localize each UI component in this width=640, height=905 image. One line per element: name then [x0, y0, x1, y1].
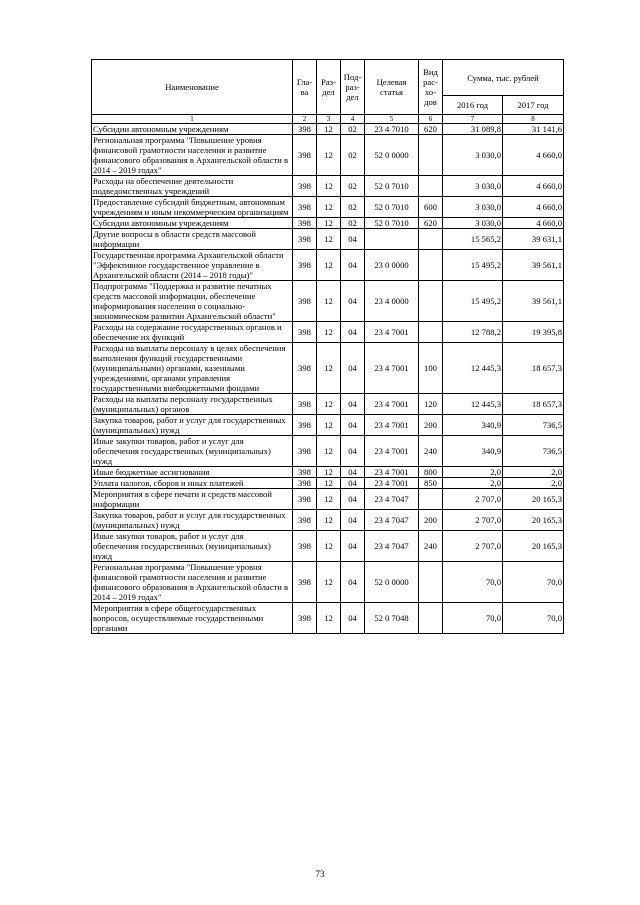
cell-razdel: 12 — [317, 489, 341, 510]
cell-sum-2017: 4 660,0 — [503, 135, 564, 176]
cell-podrazdel: 02 — [341, 218, 365, 229]
cell-sum-2016: 15 565,2 — [443, 229, 503, 250]
cell-razdel: 12 — [317, 197, 341, 218]
cell-target-article: 23 4 0000 — [365, 281, 419, 322]
header-vid: Вид рас-хо-дов — [419, 60, 443, 115]
cell-sum-2016: 15 495,2 — [443, 250, 503, 281]
cell-target-article: 23 4 7001 — [365, 436, 419, 467]
cell-razdel: 12 — [317, 531, 341, 562]
cell-glava: 398 — [293, 394, 317, 415]
table-row — [92, 489, 564, 510]
cell-sum-2016: 12 788,2 — [443, 322, 503, 343]
cell-razdel: 12 — [317, 510, 341, 531]
cell-target-article: 23 4 7001 — [365, 467, 419, 478]
cell-glava: 398 — [293, 510, 317, 531]
cell-target-article: 23 4 7047 — [365, 531, 419, 562]
cell-name: Региональная программа "Повышение уровня финансовой грамотности населения и развитие финансового образования в Архангельской области в 2014 – 2019 годах" — [92, 562, 293, 603]
table-row — [92, 135, 564, 176]
cell-name: Предоставление субсидий бюджетным, автономным учреждениям и иным некоммерческим организациям — [92, 197, 293, 218]
cell-glava: 398 — [293, 218, 317, 229]
cell-sum-2017: 20 165,3 — [503, 489, 564, 510]
cell-sum-2016: 3 030,0 — [443, 176, 503, 197]
cell-razdel: 12 — [317, 415, 341, 436]
cell-target-article: 23 4 7001 — [365, 322, 419, 343]
table-row — [92, 124, 564, 135]
cell-podrazdel: 04 — [341, 250, 365, 281]
page-number: 73 — [315, 869, 325, 879]
table-row — [92, 603, 564, 634]
cell-podrazdel: 04 — [341, 531, 365, 562]
cell-sum-2016: 70,0 — [443, 603, 503, 634]
table-row — [92, 467, 564, 478]
cell-glava: 398 — [293, 124, 317, 135]
cell-name: Мероприятия в сфере общегосударственных вопросов, осуществляемые государственными органами — [92, 603, 293, 634]
cell-razdel: 12 — [317, 281, 341, 322]
cell-name: Расходы на выплаты персоналу в целях обеспечения выполнения функций государственными (муниципальными) органами, казенными учреждениями, органами управления государственными внебюджетными фондами — [92, 343, 293, 394]
cell-podrazdel: 04 — [341, 281, 365, 322]
cell-expense-type: 620 — [419, 218, 443, 229]
cell-glava: 398 — [293, 281, 317, 322]
table-row — [92, 394, 564, 415]
cell-sum-2017: 736,5 — [503, 436, 564, 467]
cell-sum-2016: 2,0 — [443, 467, 503, 478]
cell-expense-type: 120 — [419, 394, 443, 415]
cell-expense-type — [419, 176, 443, 197]
cell-sum-2016: 340,9 — [443, 415, 503, 436]
cell-razdel: 12 — [317, 124, 341, 135]
cell-name: Региональная программа "Повышение уровня финансовой грамотности населения и развитие финансового образования в Архангельской области в 2014 – 2019 годах" — [92, 135, 293, 176]
cell-razdel: 12 — [317, 343, 341, 394]
cell-razdel: 12 — [317, 394, 341, 415]
cell-glava: 398 — [293, 322, 317, 343]
cell-razdel: 12 — [317, 135, 341, 176]
table-row — [92, 281, 564, 322]
cell-sum-2016: 2 707,0 — [443, 489, 503, 510]
cell-expense-type: 800 — [419, 467, 443, 478]
cell-glava: 398 — [293, 415, 317, 436]
table-row — [92, 531, 564, 562]
cell-podrazdel: 02 — [341, 135, 365, 176]
cell-sum-2016: 3 030,0 — [443, 135, 503, 176]
table-row — [92, 322, 564, 343]
table-row — [92, 436, 564, 467]
cell-name: Уплата налогов, сборов и иных платежей — [92, 478, 293, 489]
cell-glava: 398 — [293, 176, 317, 197]
cell-podrazdel: 04 — [341, 603, 365, 634]
cell-glava: 398 — [293, 135, 317, 176]
cell-target-article: 52 0 7010 — [365, 218, 419, 229]
cell-sum-2016: 12 445,3 — [443, 394, 503, 415]
header-podrazdel: Под-раз-дел — [341, 60, 365, 115]
header-year-2016: 2016 год — [443, 96, 503, 115]
cell-expense-type — [419, 229, 443, 250]
cell-sum-2017: 20 165,3 — [503, 531, 564, 562]
cell-expense-type — [419, 250, 443, 281]
cell-name: Иные бюджетные ассигнования — [92, 467, 293, 478]
cell-sum-2017: 2,0 — [503, 467, 564, 478]
table-row — [92, 176, 564, 197]
cell-name: Субсидии автономным учреждениям — [92, 218, 293, 229]
cell-glava: 398 — [293, 531, 317, 562]
cell-razdel: 12 — [317, 603, 341, 634]
cell-razdel: 12 — [317, 229, 341, 250]
column-number: 5 — [365, 115, 419, 124]
cell-sum-2017: 4 660,0 — [503, 197, 564, 218]
cell-podrazdel: 04 — [341, 322, 365, 343]
cell-sum-2016: 12 445,3 — [443, 343, 503, 394]
cell-name: Подпрограмма "Поддержка и развитие печатных средств массовой информации, обеспечение информирования населения о социально-экономическом развитии Архангельской области" — [92, 281, 293, 322]
table-row — [92, 229, 564, 250]
table-row — [92, 197, 564, 218]
table-row — [92, 343, 564, 394]
cell-sum-2016: 3 030,0 — [443, 197, 503, 218]
cell-sum-2017: 70,0 — [503, 603, 564, 634]
header-name: Наименование — [92, 60, 293, 115]
cell-expense-type — [419, 135, 443, 176]
cell-sum-2017: 39 631,1 — [503, 229, 564, 250]
cell-name: Расходы на обеспечение деятельности подведомственных учреждений — [92, 176, 293, 197]
cell-razdel: 12 — [317, 250, 341, 281]
cell-razdel: 12 — [317, 562, 341, 603]
header-summa: Сумма, тыс. рублей — [443, 60, 564, 96]
cell-expense-type: 240 — [419, 436, 443, 467]
column-number: 1 — [92, 115, 293, 124]
cell-podrazdel: 04 — [341, 510, 365, 531]
cell-name: Иные закупки товаров, работ и услуг для обеспечения государственных (муниципальных) нужд — [92, 436, 293, 467]
table-row — [92, 250, 564, 281]
cell-target-article: 52 0 0000 — [365, 562, 419, 603]
cell-podrazdel: 04 — [341, 229, 365, 250]
cell-razdel: 12 — [317, 467, 341, 478]
cell-podrazdel: 04 — [341, 467, 365, 478]
cell-podrazdel: 04 — [341, 489, 365, 510]
cell-name: Расходы на содержание государственных органов и обеспечение их функций — [92, 322, 293, 343]
cell-expense-type — [419, 603, 443, 634]
cell-podrazdel: 02 — [341, 197, 365, 218]
cell-expense-type: 600 — [419, 197, 443, 218]
table-row — [92, 478, 564, 489]
cell-podrazdel: 04 — [341, 478, 365, 489]
cell-sum-2016: 15 495,2 — [443, 281, 503, 322]
cell-sum-2016: 3 030,0 — [443, 218, 503, 229]
cell-expense-type: 620 — [419, 124, 443, 135]
cell-expense-type — [419, 562, 443, 603]
cell-target-article: 23 4 7047 — [365, 489, 419, 510]
column-number: 8 — [503, 115, 564, 124]
cell-razdel: 12 — [317, 322, 341, 343]
cell-podrazdel: 04 — [341, 436, 365, 467]
cell-sum-2016: 2 707,0 — [443, 531, 503, 562]
cell-glava: 398 — [293, 603, 317, 634]
column-number: 4 — [341, 115, 365, 124]
cell-sum-2016: 340,9 — [443, 436, 503, 467]
cell-expense-type — [419, 489, 443, 510]
cell-podrazdel: 04 — [341, 562, 365, 603]
cell-name: Иные закупки товаров, работ и услуг для обеспечения государственных (муниципальных) нужд — [92, 531, 293, 562]
cell-name: Закупка товаров, работ и услуг для государственных (муниципальных) нужд — [92, 415, 293, 436]
cell-podrazdel: 02 — [341, 176, 365, 197]
cell-sum-2017: 39 561,1 — [503, 281, 564, 322]
header-statya: Целевая статья — [365, 60, 419, 115]
cell-glava: 398 — [293, 229, 317, 250]
cell-sum-2016: 2,0 — [443, 478, 503, 489]
cell-podrazdel: 04 — [341, 415, 365, 436]
cell-podrazdel: 04 — [341, 343, 365, 394]
cell-sum-2017: 18 657,3 — [503, 343, 564, 394]
cell-name: Закупка товаров, работ и услуг для государственных (муниципальных) нужд — [92, 510, 293, 531]
budget-table — [91, 59, 564, 634]
cell-sum-2017: 39 561,1 — [503, 250, 564, 281]
cell-razdel: 12 — [317, 218, 341, 229]
table-row — [92, 510, 564, 531]
cell-glava: 398 — [293, 343, 317, 394]
column-number-row — [92, 115, 564, 124]
cell-target-article: 23 4 7001 — [365, 343, 419, 394]
cell-expense-type: 200 — [419, 510, 443, 531]
cell-target-article: 23 4 7001 — [365, 478, 419, 489]
cell-sum-2017: 2,0 — [503, 478, 564, 489]
cell-sum-2016: 31 089,8 — [443, 124, 503, 135]
column-number: 6 — [419, 115, 443, 124]
cell-razdel: 12 — [317, 436, 341, 467]
header-razdel: Раз-дел — [317, 60, 341, 115]
cell-glava: 398 — [293, 250, 317, 281]
cell-expense-type: 200 — [419, 415, 443, 436]
header-glava: Гла-ва — [293, 60, 317, 115]
cell-name: Государственная программа Архангельской области "Эффективное государственное управление в Архангельской области (2014 – 2018 годы)" — [92, 250, 293, 281]
cell-target-article: 52 0 7048 — [365, 603, 419, 634]
cell-expense-type — [419, 281, 443, 322]
cell-glava: 398 — [293, 467, 317, 478]
cell-glava: 398 — [293, 562, 317, 603]
cell-expense-type: 240 — [419, 531, 443, 562]
header-row — [92, 60, 564, 96]
table-row — [92, 415, 564, 436]
cell-sum-2017: 19 395,8 — [503, 322, 564, 343]
cell-name: Мероприятия в сфере печати и средств массовой информации — [92, 489, 293, 510]
cell-podrazdel: 04 — [341, 394, 365, 415]
cell-sum-2017: 31 141,6 — [503, 124, 564, 135]
cell-sum-2017: 70,0 — [503, 562, 564, 603]
cell-sum-2017: 20 165,3 — [503, 510, 564, 531]
cell-glava: 398 — [293, 489, 317, 510]
cell-name: Другие вопросы в области средств массовой информации — [92, 229, 293, 250]
column-number: 2 — [293, 115, 317, 124]
cell-target-article: 52 0 0000 — [365, 135, 419, 176]
column-number: 3 — [317, 115, 341, 124]
cell-podrazdel: 02 — [341, 124, 365, 135]
cell-target-article: 52 0 7010 — [365, 197, 419, 218]
cell-sum-2017: 4 660,0 — [503, 176, 564, 197]
table-row — [92, 218, 564, 229]
cell-sum-2017: 4 660,0 — [503, 218, 564, 229]
cell-target-article: 23 4 7047 — [365, 510, 419, 531]
cell-sum-2017: 736,5 — [503, 415, 564, 436]
cell-target-article: 23 4 7001 — [365, 415, 419, 436]
column-number: 7 — [443, 115, 503, 124]
table-body — [92, 124, 564, 634]
cell-expense-type — [419, 322, 443, 343]
cell-target-article: 23 4 7010 — [365, 124, 419, 135]
cell-expense-type: 100 — [419, 343, 443, 394]
cell-name: Субсидии автономным учреждениям — [92, 124, 293, 135]
cell-target-article: 23 0 0000 — [365, 250, 419, 281]
cell-sum-2016: 70,0 — [443, 562, 503, 603]
cell-razdel: 12 — [317, 478, 341, 489]
header-year-2017: 2017 год — [503, 96, 564, 115]
cell-glava: 398 — [293, 197, 317, 218]
table-row — [92, 562, 564, 603]
cell-glava: 398 — [293, 478, 317, 489]
cell-target-article: 23 4 7001 — [365, 394, 419, 415]
cell-target-article: 52 0 7010 — [365, 176, 419, 197]
cell-glava: 398 — [293, 436, 317, 467]
cell-target-article — [365, 229, 419, 250]
cell-name: Расходы на выплаты персоналу государственных (муниципальных) органов — [92, 394, 293, 415]
cell-razdel: 12 — [317, 176, 341, 197]
cell-expense-type: 850 — [419, 478, 443, 489]
cell-sum-2016: 2 707,0 — [443, 510, 503, 531]
cell-sum-2017: 18 657,3 — [503, 394, 564, 415]
